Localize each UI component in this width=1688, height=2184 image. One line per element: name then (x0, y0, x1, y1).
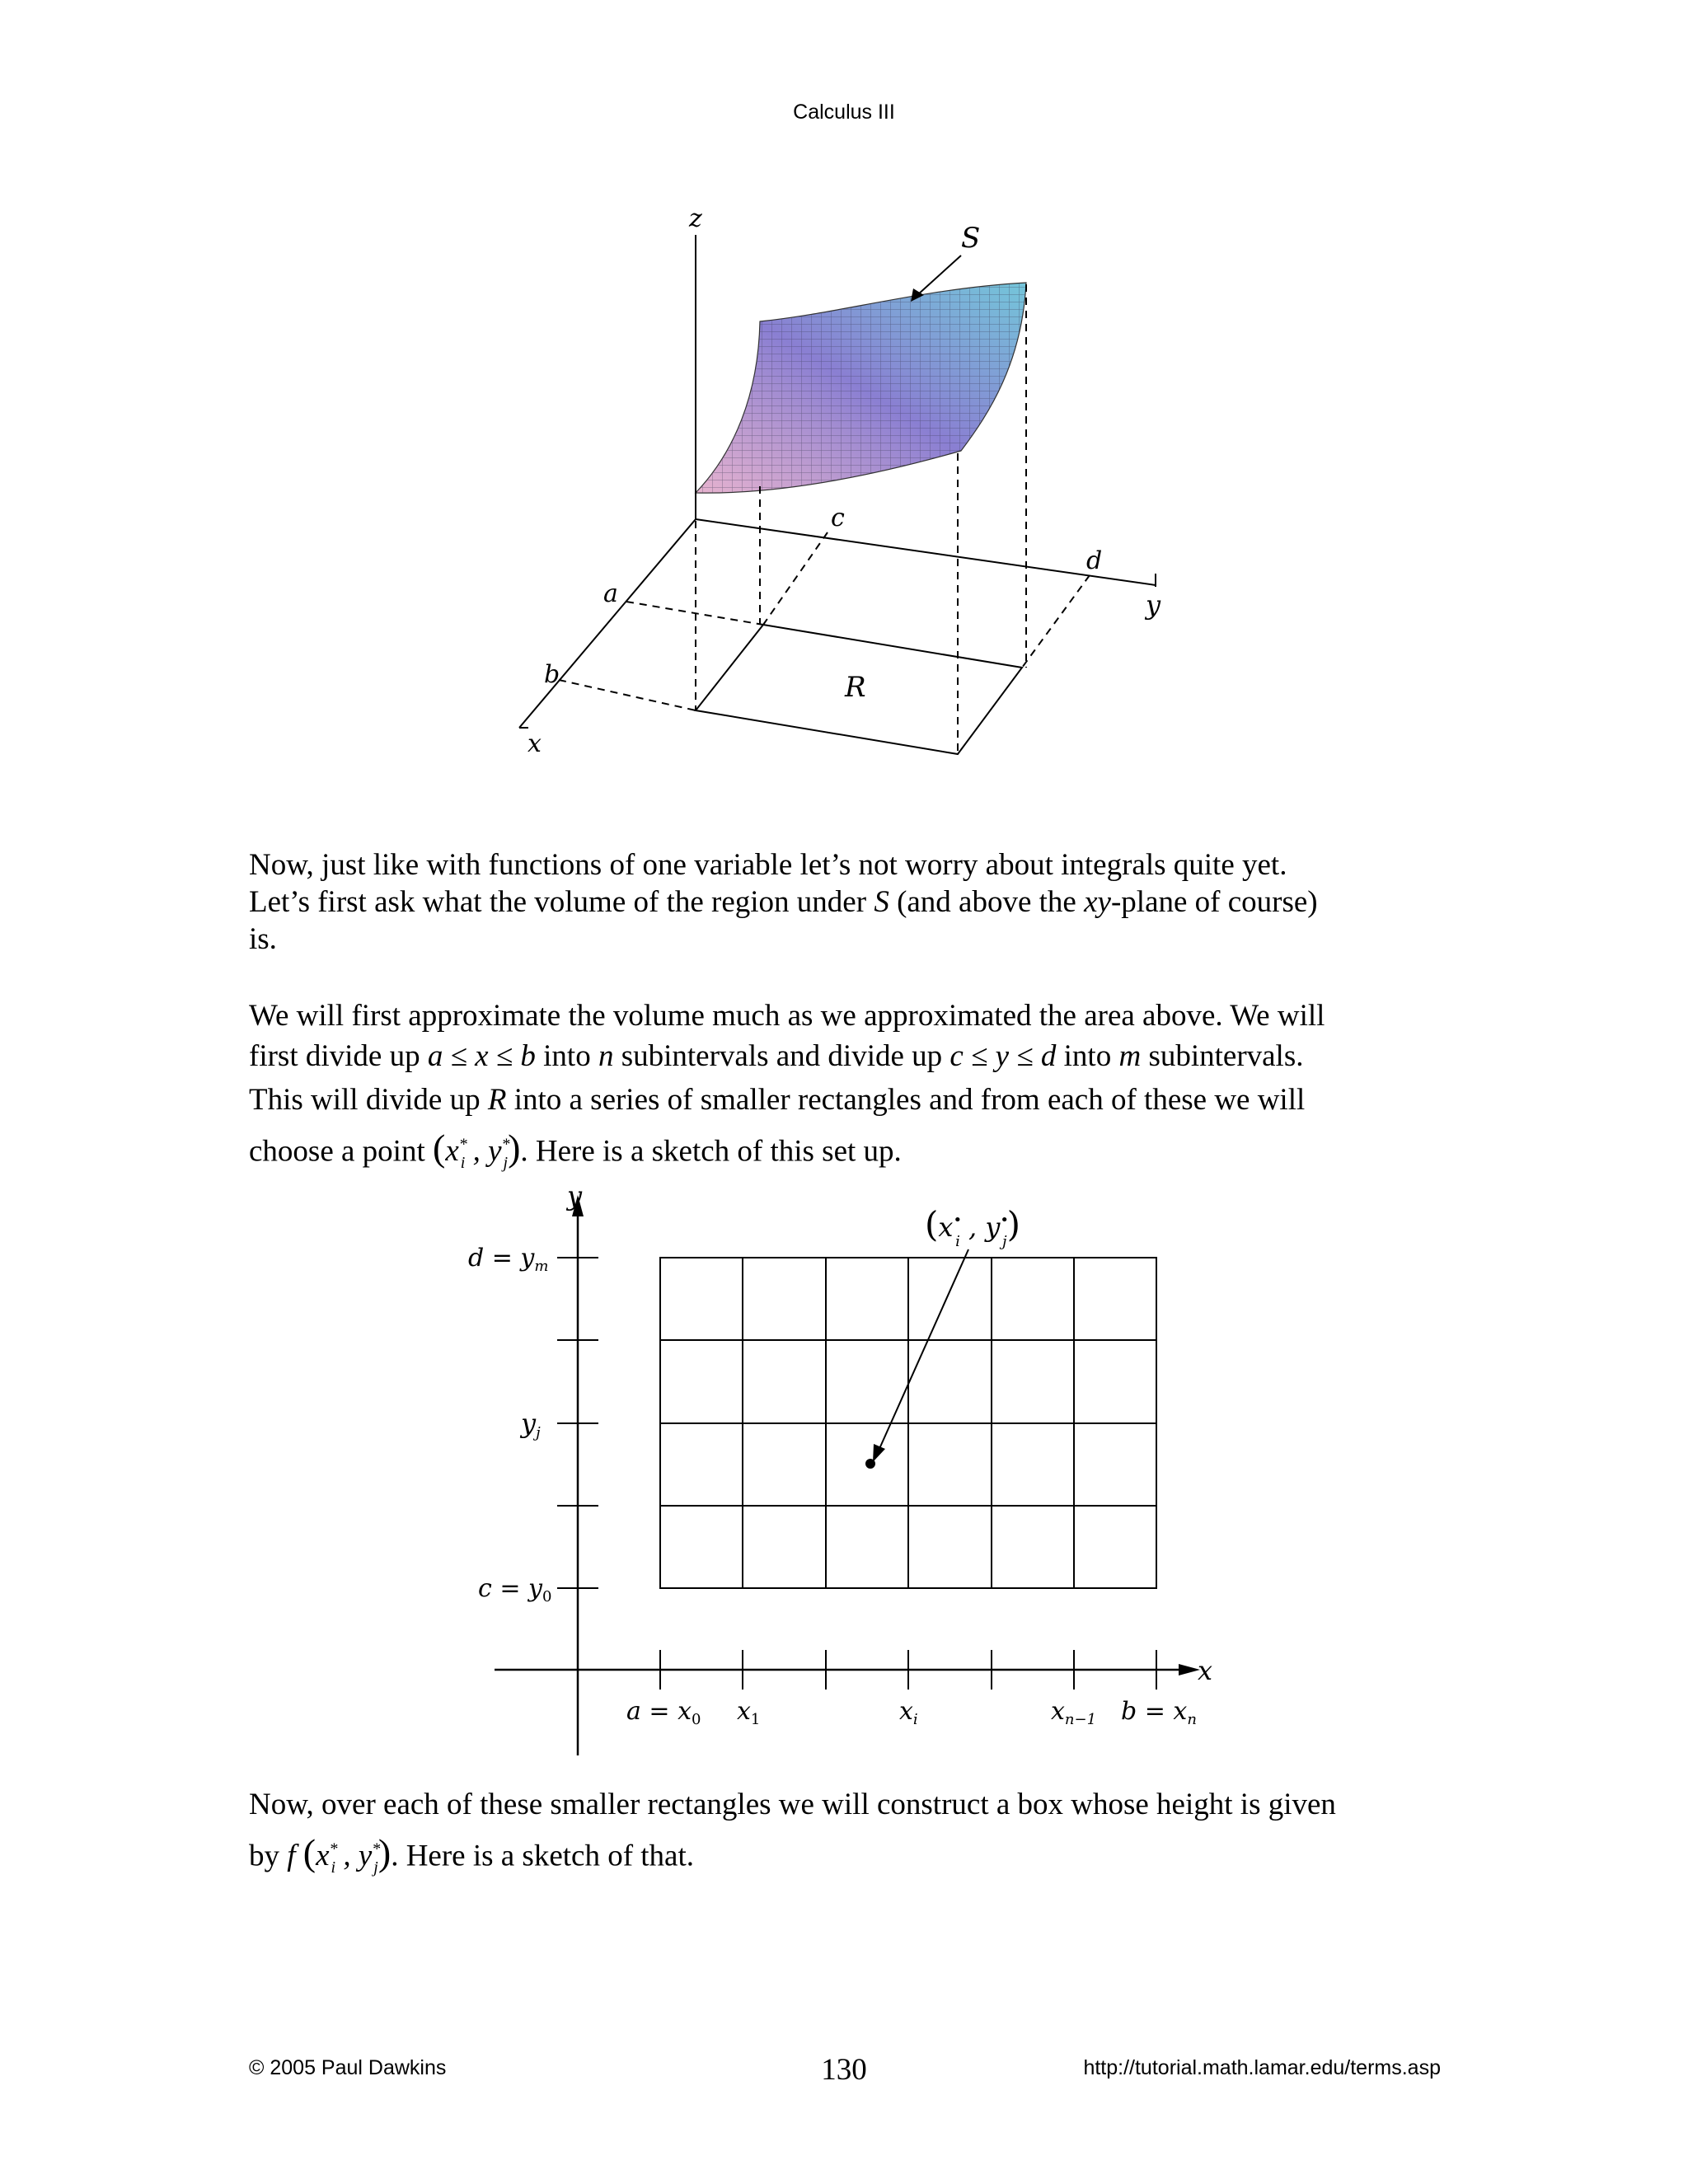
surface-over-region-figure (495, 198, 1195, 766)
label-b: b (544, 660, 560, 689)
label-s: S (961, 222, 981, 255)
paragraph-volume-question: Now, just like with functions of one variable let’s not worry about integrals quite yet. Let’s first ask what the volume of the region under S (and above the xy-plane of course) is. (249, 848, 1318, 956)
page-header-title: Calculus III (793, 101, 895, 124)
page-number: 130 (821, 2053, 867, 2087)
label-b-xn: $b = x_n$ (1121, 1697, 1197, 1728)
sample-point-expression: ($x^*_i$ , $y^*_j$) (432, 1127, 521, 1172)
label-xn-1: $x_{n-1}$ (1051, 1697, 1097, 1728)
footer-copyright: © 2005 Paul Dawkins (249, 2056, 447, 2079)
footer-url[interactable]: http://tutorial.math.lamar.edu/terms.asp (1083, 2056, 1441, 2079)
inequality-x: a ≤ x ≤ b (427, 1039, 536, 1073)
paragraph-approximation: We will first approximate the volume much as we approximated the area above. We will first divide up a ≤ x ≤ b into n subintervals and divide up c ≤ y ≤ d into m subintervals. This will divide up R into a series of smaller rectangles and from each of these we will choose a point ($x^*_i$ , $y^*_j$). Here is a sketch of this set up. (249, 999, 1325, 1172)
label-a: a (603, 579, 618, 608)
label-sample-point: (x• i , y• j) (925, 1204, 1021, 1250)
label-x1: $x_1$ (737, 1697, 761, 1728)
label-yj: yj (521, 1408, 541, 1441)
partition-grid (660, 1258, 1156, 1588)
label-a-x0: $a = x_0$ (626, 1697, 701, 1728)
label-d: d (1086, 546, 1103, 575)
label-y: y (1146, 589, 1161, 621)
label-c-y0: $c = y_0$ (478, 1574, 552, 1605)
label-c: c (831, 504, 845, 532)
inequality-y: c ≤ y ≤ d (950, 1039, 1057, 1073)
label-d-ym: $d = y_m$ (468, 1244, 549, 1275)
height-expression: f ($x^*_i$ , $y^*_j$) (287, 1831, 392, 1877)
label-z: z (689, 204, 702, 233)
label-x: x (528, 729, 542, 758)
x-axis (519, 519, 696, 728)
label-y-axis: y (567, 1187, 583, 1212)
label-xi: $x_i$ (899, 1697, 918, 1728)
partition-grid-figure (462, 1187, 1220, 1764)
label-r: R (845, 671, 866, 704)
label-x-axis: x (1198, 1655, 1213, 1686)
paragraph-boxes: Now, over each of these smaller rectangles we will construct a box whose height is given by f ($x^*_i$ , $y^*_j$). Here is a sketch of that. (249, 1788, 1336, 1877)
p1-line1: Now, just like with functions of one variable let’s not worry about integrals quite yet. (249, 848, 1287, 882)
